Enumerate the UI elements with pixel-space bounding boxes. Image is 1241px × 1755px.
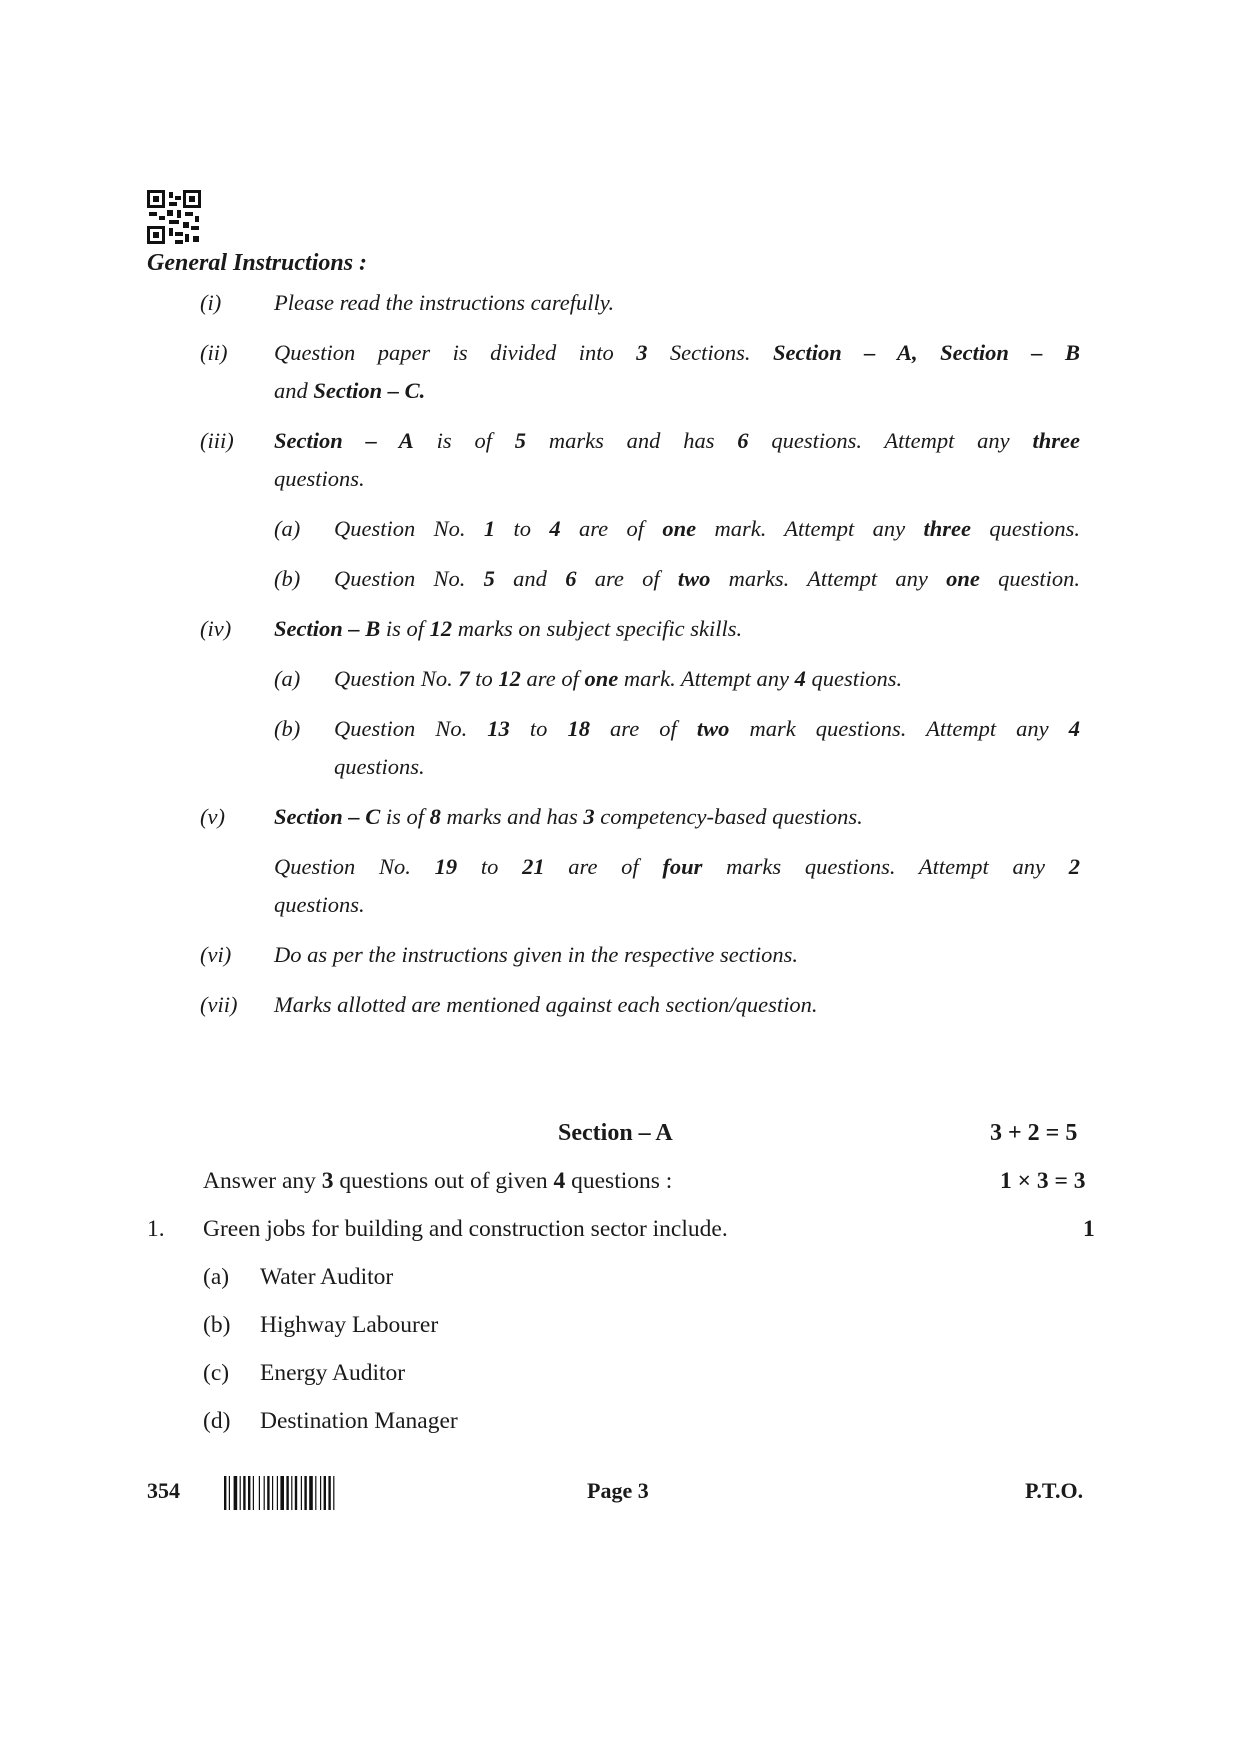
text-run: are of (589, 716, 697, 741)
instruction-text (274, 886, 1080, 924)
bold-text: 4 (549, 516, 561, 541)
bold-text: Section – C (274, 804, 381, 829)
instruction-marks: 1 × 3 = 3 (1000, 1168, 1086, 1194)
bold-text: three (1032, 428, 1080, 453)
text-run: marks. Attempt any (710, 566, 947, 591)
paper-code: 354 (147, 1478, 180, 1503)
bold-text: three (923, 516, 971, 541)
bold-text: 6 (737, 428, 749, 453)
instruction-run: 3 (321, 1168, 334, 1194)
text-run: Question No. (334, 716, 488, 741)
option-label: (a) (203, 1264, 230, 1290)
instruction-number: (ii) (200, 340, 228, 365)
text-run: is of (380, 804, 430, 829)
text-run: is of (380, 616, 430, 641)
text-run: Question paper is divided into (274, 340, 637, 365)
question-marks: 1 (1083, 1216, 1095, 1242)
bold-text: 12 (498, 666, 521, 691)
pto-label: P.T.O. (1025, 1478, 1084, 1503)
instruction-number: (b) (274, 716, 301, 741)
text-run: competency-based questions. (594, 804, 863, 829)
bold-text: 1 (483, 516, 496, 541)
text-run: are of (544, 854, 663, 879)
instruction-text (274, 284, 1080, 322)
bold-text: Section – A (274, 428, 414, 453)
option-label: (c) (203, 1360, 230, 1386)
bold-text: Section – C. (313, 378, 426, 403)
section-a-marks: 3 + 2 = 5 (990, 1120, 1078, 1146)
instruction-run: Answer any (203, 1168, 322, 1194)
instruction-text (274, 986, 1080, 1024)
option-text: Energy Auditor (260, 1360, 406, 1386)
option-label: (d) (203, 1408, 231, 1434)
bold-text: one (662, 516, 697, 541)
text-run: marks and has (440, 804, 584, 829)
bold-text: Section – A, Section – B (772, 340, 1080, 365)
instruction-run: questions out of given (333, 1168, 554, 1194)
text-run: questions. (970, 516, 1080, 541)
barcode-icon (224, 1476, 392, 1510)
instruction-number: (vi) (200, 942, 232, 967)
instruction-number: (a) (274, 516, 301, 541)
general-instructions-title: General Instructions : (147, 250, 368, 276)
instruction-number: (a) (274, 666, 301, 691)
bold-text: 21 (522, 854, 545, 879)
bold-text: four (662, 854, 703, 879)
instruction-number: (b) (274, 566, 301, 591)
text-run: Question No. (274, 854, 435, 879)
bold-text: 6 (565, 566, 577, 591)
text-run: Marks allotted are mentioned against each section/question. (274, 992, 818, 1017)
option-text: Water Auditor (260, 1264, 394, 1290)
instruction-number: (iii) (200, 428, 234, 453)
instruction-text (274, 422, 1080, 460)
text-run: Do as per the instructions given in the respective sections. (274, 942, 799, 967)
instruction-run: questions : (565, 1168, 673, 1194)
text-run: Question No. (334, 666, 459, 691)
bold-text: 4 (1068, 716, 1080, 741)
bold-text: 18 (567, 716, 590, 741)
text-run: questions. Attempt any (748, 428, 1033, 453)
instruction-text (334, 660, 1080, 698)
bold-text: two (677, 566, 711, 591)
instruction-text (274, 798, 1080, 836)
instruction-text (334, 560, 1080, 598)
text-run: questions. (805, 666, 903, 691)
qr-code-icon (147, 190, 201, 244)
bold-text: 4 (794, 666, 806, 691)
text-run: questions. (274, 466, 365, 491)
instruction-text (334, 510, 1080, 548)
text-run: to (509, 716, 568, 741)
instruction-number: (v) (200, 804, 225, 829)
text-run: are of (576, 566, 678, 591)
text-run: questions. (274, 892, 365, 917)
bold-text: 2 (1068, 854, 1080, 879)
text-run: marks and has (526, 428, 738, 453)
text-run: marks on subject specific skills. (452, 616, 743, 641)
section-a-heading: Section – A (558, 1120, 673, 1146)
instruction-text (274, 848, 1080, 886)
instruction-text (274, 372, 1080, 410)
instruction-text (274, 610, 1080, 648)
text-run: Question No. (334, 566, 484, 591)
text-run: to (469, 666, 499, 691)
page-number: Page 3 (587, 1478, 649, 1503)
text-run: Question No. (334, 516, 484, 541)
instruction-text (334, 748, 1080, 786)
bold-text: 8 (429, 804, 441, 829)
bold-text: 5 (514, 428, 527, 453)
text-run: to (495, 516, 550, 541)
instruction-text (274, 334, 1080, 372)
instruction-text (274, 460, 1080, 498)
text-run: and (274, 378, 314, 403)
instruction-text (334, 710, 1080, 748)
section-a-instruction (203, 1168, 672, 1195)
text-run: and (494, 566, 566, 591)
bold-text: 5 (483, 566, 495, 591)
bold-text: 13 (487, 716, 510, 741)
instruction-number: (i) (200, 290, 222, 315)
text-run: questions. (334, 754, 425, 779)
bold-text: 12 (429, 616, 453, 641)
bold-text: 3 (583, 804, 595, 829)
text-run: marks questions. Attempt any (702, 854, 1069, 879)
question-text: Green jobs for building and construction sector include. (203, 1216, 728, 1242)
text-run: question. (979, 566, 1081, 591)
instruction-number: (vii) (200, 992, 238, 1017)
instruction-number: (iv) (200, 616, 232, 641)
bold-text: 19 (434, 854, 458, 879)
text-run: mark questions. Attempt any (729, 716, 1069, 741)
instruction-text (203, 1168, 672, 1194)
bold-text: Section – B (274, 616, 381, 641)
option-text: Destination Manager (260, 1408, 458, 1434)
text-run: is of (413, 428, 515, 453)
option-label: (b) (203, 1312, 231, 1338)
instruction-text (274, 936, 1080, 974)
bold-text: 7 (458, 666, 470, 691)
bold-text: one (946, 566, 980, 591)
text-run: are of (560, 516, 663, 541)
text-run: mark. Attempt any (618, 666, 795, 691)
text-run: are of (520, 666, 585, 691)
text-run: mark. Attempt any (696, 516, 924, 541)
question-number: 1. (147, 1216, 165, 1242)
text-run: to (457, 854, 523, 879)
option-text: Highway Labourer (260, 1312, 439, 1338)
bold-text: one (584, 666, 619, 691)
bold-text: 3 (636, 340, 648, 365)
text-run: Sections. (647, 340, 773, 365)
text-run: Please read the instructions carefully. (274, 290, 615, 315)
instruction-run: 4 (553, 1168, 566, 1194)
bold-text: two (696, 716, 730, 741)
